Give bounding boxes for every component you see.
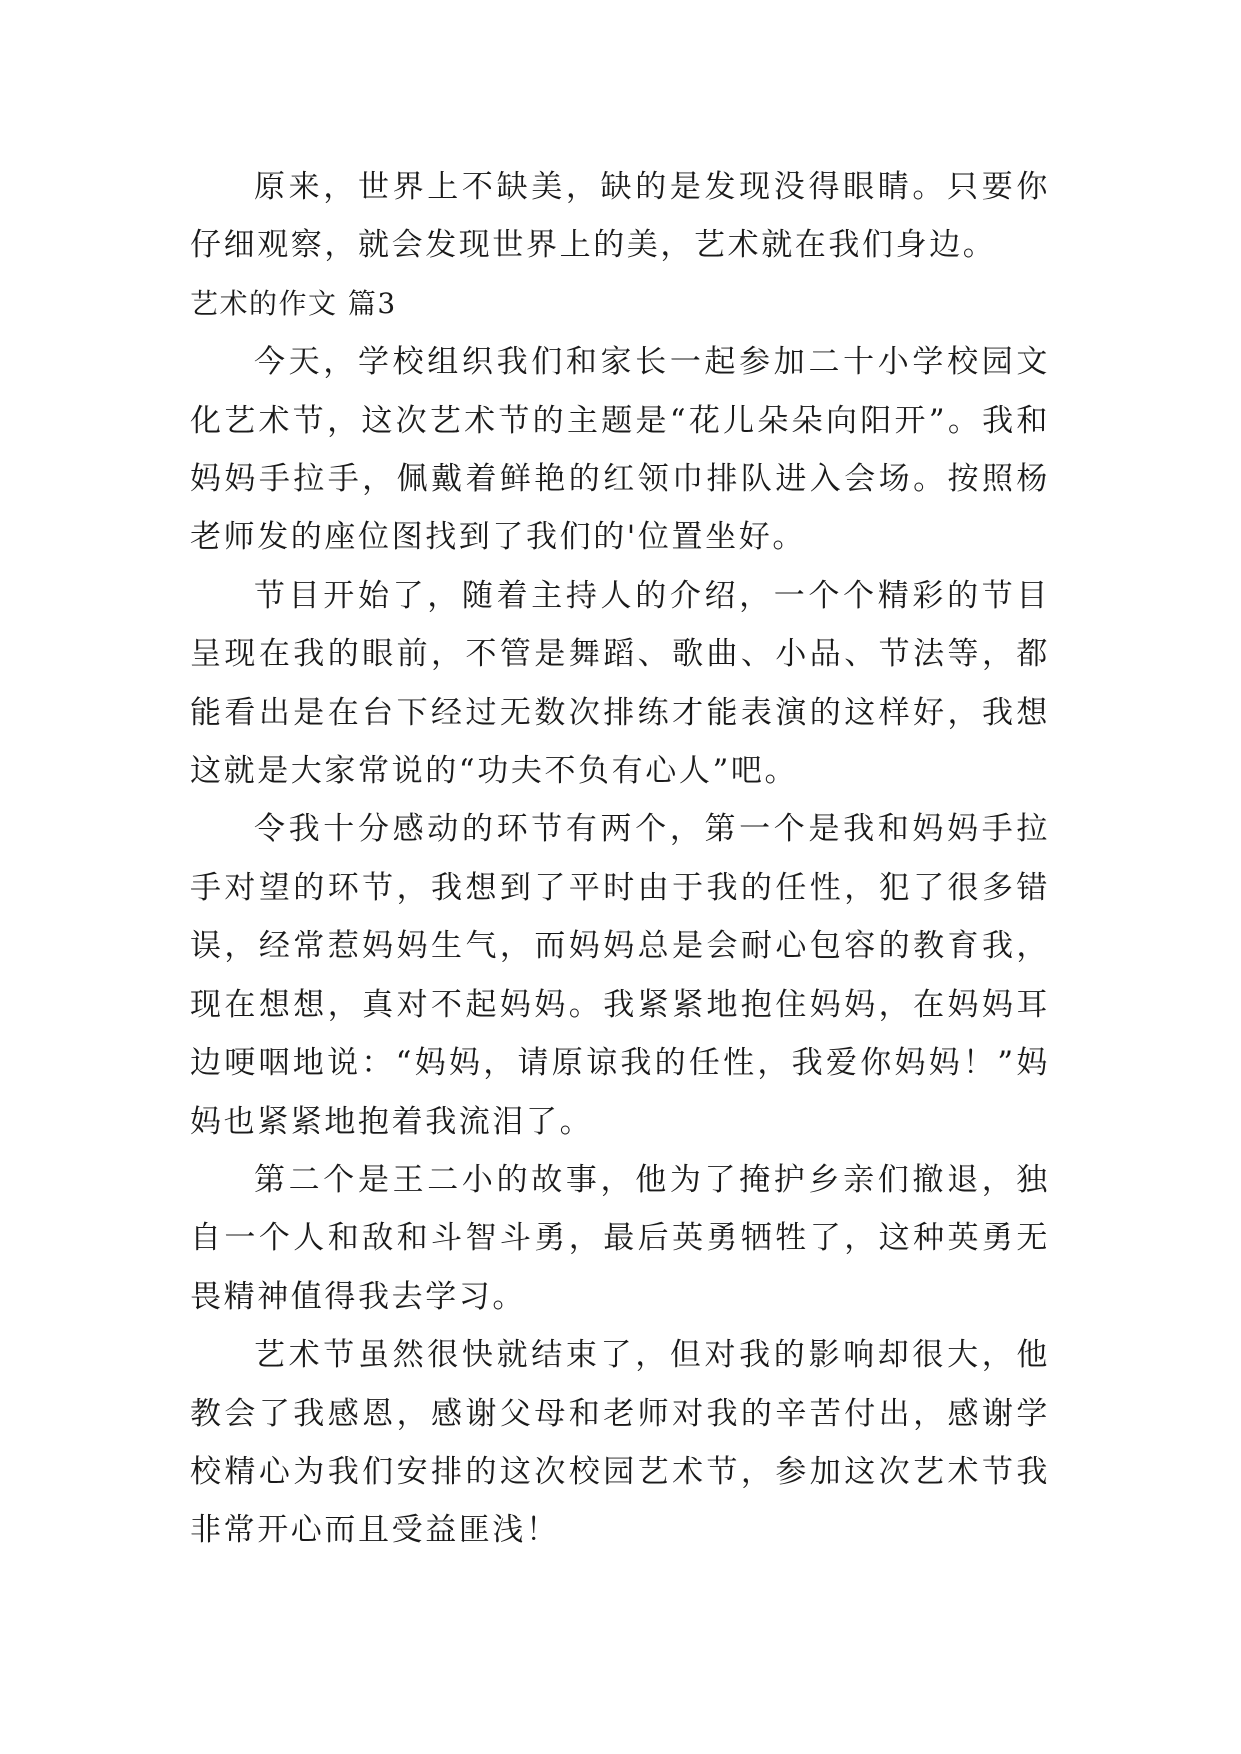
paragraph-3: 令我十分感动的环节有两个，第一个是我和妈妈手拉手对望的环节，我想到了平时由于我的任性，犯了很多错误，经常惹妈妈生气，而妈妈总是会耐心包容的教育我，现在想想，真对不起妈妈。我紧紧地抱住妈妈，在妈妈耳边哽咽地说：“妈妈，请原谅我的任性，我爱你妈妈！”妈妈也紧紧地抱着我流泪了。 <box>190 811 1050 1140</box>
paragraph-4: 第二个是王二小的故事，他为了掩护乡亲们撤退，独自一个人和敌和斗智斗勇，最后英勇牺牲了，这种英勇无畏精神值得我去学习。 <box>190 1161 1050 1315</box>
paragraph-5: 艺术节虽然很快就结束了，但对我的影响却很大，他教会了我感恩，感谢父母和老师对我的辛苦付出，感谢学校精心为我们安排的这次校园艺术节，参加这次艺术节我非常开心而且受益匪浅！ <box>190 1337 1050 1549</box>
document-body <box>190 158 1050 1560</box>
section-heading: 艺术的作文 篇3 <box>190 286 397 320</box>
paragraph-2: 节目开始了，随着主持人的介绍，一个个精彩的节目呈现在我的眼前，不管是舞蹈、歌曲、小品、节法等，都能看出是在台下经过无数次排练才能表演的这样好，我想这就是大家常说的“功夫不负有心人”吧。 <box>190 577 1050 790</box>
paragraph-1: 今天，学校组织我们和家长一起参加二十小学校园文化艺术节，这次艺术节的主题是“花儿朵朵向阳开”。我和妈妈手拉手，佩戴着鲜艳的红领巾排队进入会场。按照杨老师发的座位图找到了我们的'位置坐好。 <box>190 344 1050 556</box>
paragraph-intro: 原来，世界上不缺美，缺的是发现没得眼睛。只要你仔细观察，就会发现世界上的美，艺术就在我们身边。 <box>190 169 1050 264</box>
